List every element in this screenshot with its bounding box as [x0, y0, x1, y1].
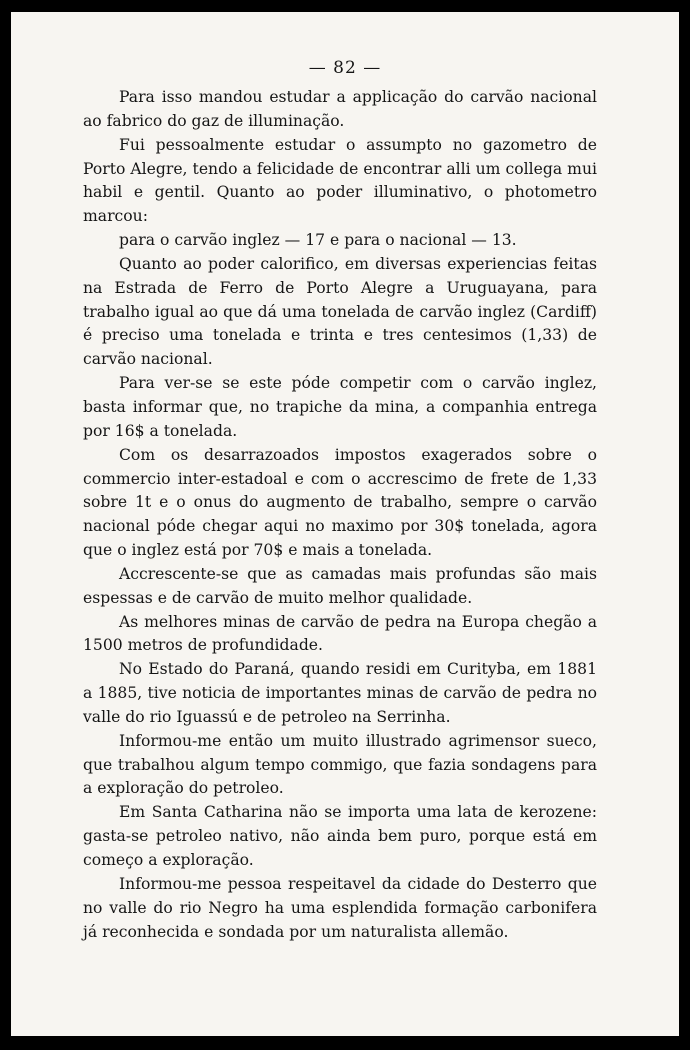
paragraph: Informou-me pessoa respeitavel da cidade do Desterro que no valle do rio Negro ha uma esplendida formação carbonifera já reconhecida e sondada por um naturalista allemão.: [83, 874, 597, 941]
body-text: [83, 86, 597, 944]
paragraph: Com os desarrazoados impostos exagerados sobre o commercio inter-estadoal e com o accrescimo de frete de 1,33 sobre 1t e o onus do augmento de trabalho, sempre o carvão nacional póde chegar aqui no maximo por 30$ tonelada, agora que o inglez está por 70$ e mais a tonelada.: [83, 445, 597, 560]
paragraph: Accrescente-se que as camadas mais profundas são mais espessas e de carvão de muito melhor qualidade.: [83, 564, 597, 607]
paragraph: Informou-me então um muito illustrado agrimensor sueco, que trabalhou algum tempo commigo, que fazia sondagens para a exploração do petroleo.: [83, 731, 597, 798]
paragraph: Para ver-se se este póde competir com o carvão inglez, basta informar que, no trapiche da mina, a companhia entrega por 16$ a tonelada.: [83, 374, 597, 440]
paragraph: As melhores minas de carvão de pedra na Europa chegão a 1500 metros de profundidade.: [83, 612, 597, 655]
paragraph: Fui pessoalmente estudar o assumpto no gazometro de Porto Alegre, tendo a felicidade de encontrar alli um collega mui habil e gentil. Quanto ao poder illuminativo, o photometro marcou:: [83, 135, 597, 226]
paragraph: Quanto ao poder calorifico, em diversas experiencias feitas na Estrada de Ferro de Porto Alegre a Uruguayana, para trabalho igual ao que dá uma tonelada de carvão inglez (Cardiff) é preciso uma tonelada e trinta e tres centesimos (1,33) de carvão nacional.: [83, 254, 597, 369]
paragraph: Para isso mandou estudar a applicação do carvão nacional ao fabrico do gaz de illuminação.: [83, 88, 597, 130]
book-page: [11, 12, 679, 1036]
page-number: — 82 —: [308, 58, 382, 78]
paragraph: No Estado do Paraná, quando residi em Curityba, em 1881 a 1885, tive noticia de importantes minas de carvão de pedra no valle do rio Iguassú e de petroleo na Serrinha.: [83, 660, 597, 726]
paragraph: para o carvão inglez — 17 e para o nacional — 13.: [119, 231, 517, 250]
paragraph: Em Santa Catharina não se importa uma lata de kerozene: gasta-se petroleo nativo, não ainda bem puro, porque está em começo a exploração.: [83, 803, 597, 869]
